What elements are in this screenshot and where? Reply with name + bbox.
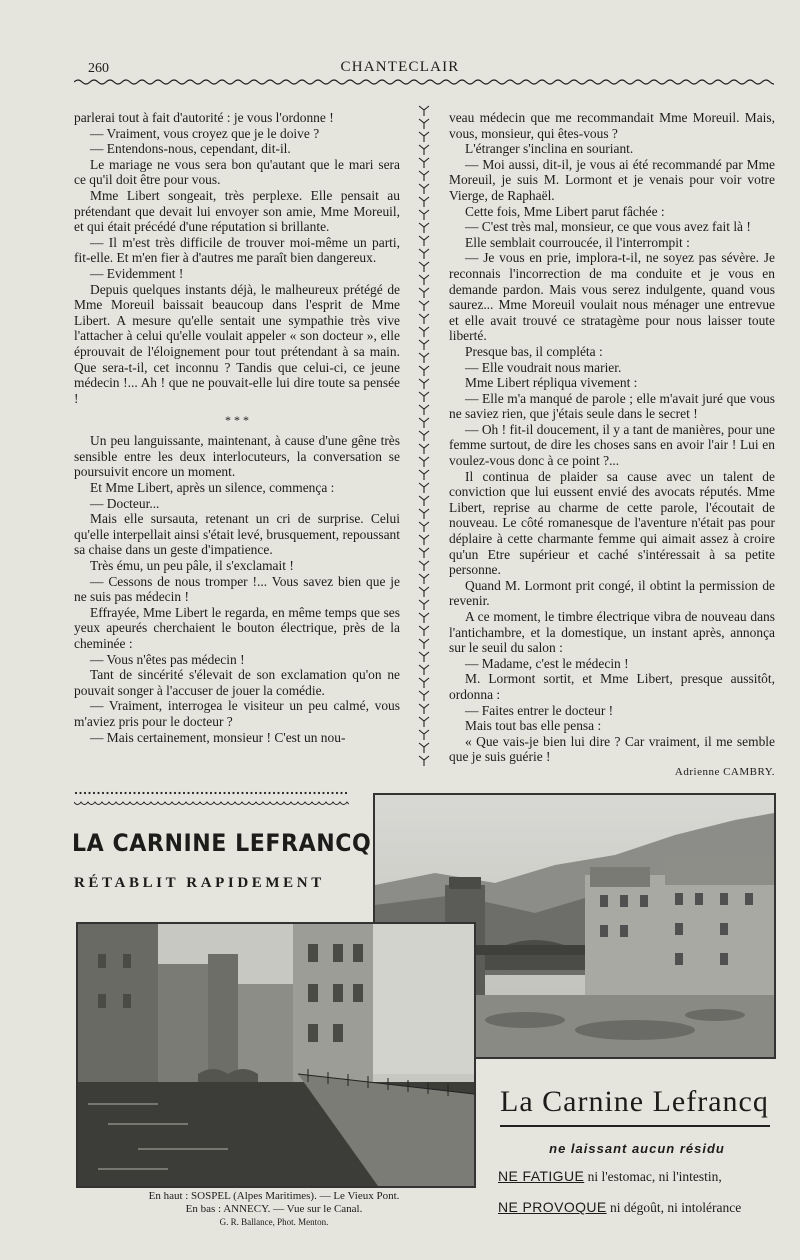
paragraph: — Elle m'a manqué de parole ; elle m'avait juré que vous ne saviez rien, que j'étais seule dans le secret ! bbox=[449, 390, 775, 422]
brand-tagline: ne laissant aucun résidu bbox=[549, 1141, 725, 1156]
paragraph: — Vraiment, vous croyez que je le doive ? bbox=[90, 125, 320, 141]
running-title: CHANTECLAIR bbox=[340, 59, 460, 75]
paragraph: Depuis quelques instants déjà, le malheureux prétégé de Mme Moreuil baissait beaucoup dans l'esprit de Mme Libert. A mesure qu'elle sentait une sympathie très vive l'attacher à celui qu'elle voulait appeler « son docteur », elle éprouvait de l'éloignement pour tout prétendant à sa main. Que sera-t-il, cet inconnu ? Tandis que celui-ci, ce jeune médecin !... Ah ! que ne pouvait-elle lui dire toute sa pensée ! bbox=[74, 281, 400, 406]
paragraph: Très ému, un peu pâle, il s'exclamait ! bbox=[90, 558, 294, 574]
paragraph: parlerai tout à fait d'autorité : je vous l'ordonne ! bbox=[74, 110, 334, 125]
paragraph: Mme Libert répliqua vivement : bbox=[465, 375, 638, 391]
paragraph: — Madame, c'est le médecin ! bbox=[465, 655, 629, 671]
advert-subtitle: RÉTABLIT RAPIDEMENT bbox=[74, 875, 325, 891]
paragraph: — Cessons de nous tromper !... Vous savez bien que je ne suis pas médecin ! bbox=[74, 573, 400, 605]
paragraph: — Vraiment, interrogea le visiteur un peu calmé, vous m'aviez pris pour le docteur ? bbox=[74, 698, 400, 729]
brand-rule bbox=[500, 1125, 770, 1127]
photo-annecy-canal bbox=[76, 922, 476, 1188]
paragraph: Effrayée, Mme Libert le regarda, en même temps que ses yeux apeurés cherchaient le bouton électrique, près de la cheminée : bbox=[74, 604, 400, 651]
paragraph: — Moi aussi, dit-il, je vous ai été recommandé par Mme Moreuil, je suis M. Lormont et je venais pour voir votre Vierge, de Raphaël. bbox=[449, 156, 775, 203]
paragraph: — Docteur... bbox=[90, 495, 160, 511]
brand-name: La Carnine Lefrancq bbox=[500, 1085, 769, 1118]
claim-lead: NE FATIGUE bbox=[498, 1168, 585, 1184]
paragraph: Mais elle sursauta, retenant un cri de surprise. Celui qu'elle interpellait ainsi s'était levé, brusquement, repoussant sa chaise dans un geste d'impatience. bbox=[74, 511, 400, 558]
paragraph: — C'est très mal, monsieur, ce que vous avez fait là ! bbox=[465, 219, 751, 235]
paragraph: L'étranger s'inclina en souriant. bbox=[465, 141, 634, 157]
article-column-right bbox=[449, 110, 775, 781]
paragraph: Elle semblait courroucée, il l'interrompit : bbox=[465, 234, 690, 250]
paragraph: veau médecin que me recommandait Mme Moreuil. Mais, vous, monsieur, qui êtes-vous ? bbox=[449, 110, 775, 141]
claim-rest: ni dégoût, ni intolérance bbox=[606, 1200, 742, 1215]
photo-credit: G. R. Ballance, Phot. Menton. bbox=[219, 1217, 329, 1227]
claim-rest: ni l'estomac, ni l'intestin, bbox=[584, 1169, 722, 1184]
paragraph: Presque bas, il compléta : bbox=[465, 343, 603, 359]
paragraph: — Faites entrer le docteur ! bbox=[465, 702, 614, 718]
caption-line-annecy: En bas : ANNECY. — Vue sur le Canal. bbox=[185, 1203, 363, 1215]
paragraph: « Que vais-je bien lui dire ? Car vraiment, il me semble que je suis guérie ! bbox=[449, 733, 775, 765]
paragraph: Il continua de plaider sa cause avec un talent de conviction que lui eussent envié des avocats réputés. Mme Libert, reprise au charme de cette parole, l'écoutait de nouveau. Le côté romanesque de l'aventure n'était pas pour déplaire à cette charmante femme qui aimait assez à croire qu'un Etre supérieur et caché s'intéressait à sa petite personne. bbox=[449, 468, 775, 578]
paragraph: — Vous n'êtes pas médecin ! bbox=[90, 651, 245, 667]
paragraph: — Entendons-nous, cependant, dit-il. bbox=[90, 141, 291, 157]
paragraph: — Il m'est très difficile de trouver moi-même un parti, fit-elle. Et m'en fier à d'autres me paraît bien dangereux. bbox=[74, 234, 400, 266]
header-wavy-rule bbox=[74, 76, 774, 88]
paragraph: — Mais certainement, monsieur ! C'est un nou- bbox=[90, 729, 346, 745]
paragraph: Tant de sincérité s'élevait de son exclamation qu'on ne pouvait songer à l'accuser de jouer la comédie. bbox=[74, 667, 400, 698]
advert-ornament-rule bbox=[74, 790, 349, 808]
paragraph: Mme Libert songeait, très perplexe. Elle pensait au prétendant que devait lui envoyer son amie, Mme Moreuil, et qui était précédé d'une réputation si brillante. bbox=[74, 187, 400, 235]
claim-lead: NE PROVOQUE bbox=[498, 1199, 607, 1215]
paragraph: Mais tout bas elle pensa : bbox=[465, 718, 602, 734]
advert-title: LA CARNINE LEFRANCQ bbox=[72, 829, 372, 857]
paragraph: Et Mme Libert, après un silence, commença : bbox=[90, 480, 335, 496]
paragraph: Le mariage ne vous sera bon qu'autant que le mari sera ce qu'il doit être pour vous. bbox=[74, 156, 400, 188]
paragraph: Quand M. Lormont prit congé, il obtint la permission de revenir. bbox=[449, 577, 775, 609]
article-column-left bbox=[74, 110, 400, 745]
paragraph: Un peu languissante, maintenant, à cause d'une gêne très sensible entre les deux interlocuteurs, la conversation se poursuivit encore un moment. bbox=[74, 433, 400, 480]
caption-line-sospel: En haut : SOSPEL (Alpes Maritimes). — Le Vieux Pont. bbox=[148, 1190, 400, 1202]
section-break: * * * bbox=[225, 413, 249, 428]
paragraph: M. Lormont sortit, et Mme Libert, presque aussitôt, ordonna : bbox=[449, 671, 775, 702]
brand-claim-intolerance bbox=[498, 1199, 741, 1216]
photo-caption bbox=[76, 1190, 472, 1229]
page-number: 260 bbox=[88, 61, 109, 76]
advert-brand-box bbox=[482, 1071, 792, 1260]
column-divider-ornament bbox=[416, 104, 432, 776]
paragraph: A ce moment, le timbre électrique vibra de nouveau dans l'antichambre, et la domestique, un instant après, annonça sur le seuil du salon : bbox=[449, 609, 775, 656]
paragraph: — Je vous en prie, implora-t-il, ne soyez pas sévère. Je reconnais l'incorrection de ma conduite et je vous en demande pardon. Mais vous serez indulgente, quand vous saurez... Mme Moreuil voulait nous ménager une entrevue et elle avait trouvé ce stratagème pour nous laisser toute liberté. bbox=[449, 250, 775, 344]
paragraph: Cette fois, Mme Libert parut fâchée : bbox=[465, 203, 665, 219]
paragraph: — Oh ! fit-il doucement, il y a tant de manières, pour une femme surtout, de dire les choses sans en avoir l'air ! Lui en voulez-vous donc à ce point ?... bbox=[449, 421, 775, 469]
author-signature: Adrienne CAMBRY. bbox=[674, 765, 775, 778]
paragraph: — Elle voudrait nous marier. bbox=[465, 359, 622, 375]
paragraph: — Evidemment ! bbox=[90, 265, 184, 281]
brand-claim-stomach bbox=[498, 1168, 722, 1185]
